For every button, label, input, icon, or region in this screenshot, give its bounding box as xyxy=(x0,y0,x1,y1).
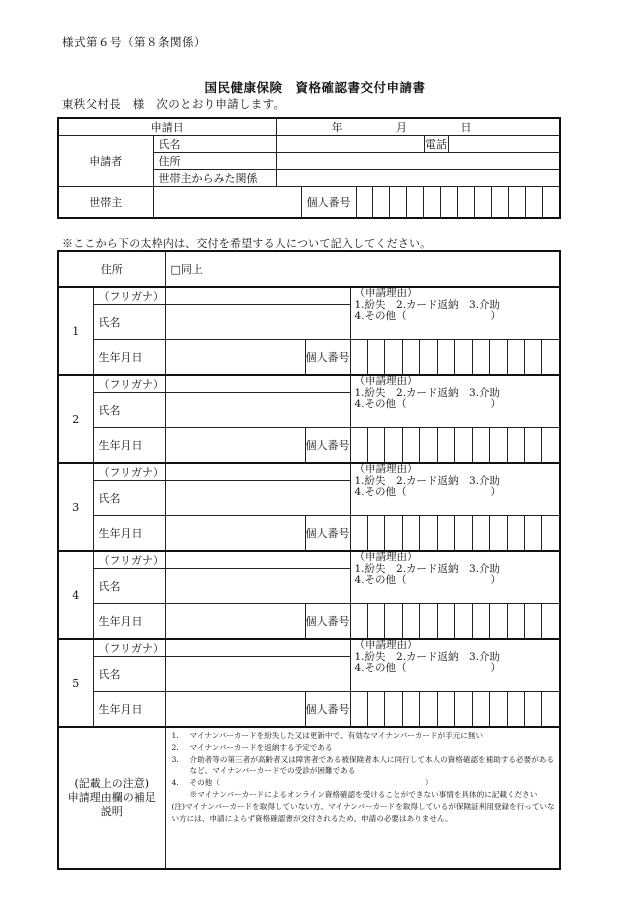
personal-number-box[interactable] xyxy=(403,340,420,374)
applicant-label: 申請者 xyxy=(58,136,153,187)
personal-number-box[interactable] xyxy=(508,428,525,462)
furigana-field[interactable] xyxy=(165,375,350,393)
personal-number-box[interactable] xyxy=(525,692,542,726)
personal-number-box[interactable] xyxy=(438,340,455,374)
furigana-field[interactable] xyxy=(165,463,350,481)
application-reason[interactable] xyxy=(350,551,560,604)
personal-number-box[interactable] xyxy=(473,340,490,374)
notes-label-line2: 申請理由欄の補足 xyxy=(67,791,156,804)
reason-options-line2: 4.その他（ ） xyxy=(354,662,502,674)
person-number: 5 xyxy=(58,639,93,727)
personal-number-box[interactable] xyxy=(508,604,525,638)
name-label: 氏名 xyxy=(93,305,165,340)
notes-label-line3: 説明 xyxy=(100,805,123,818)
phone-field[interactable] xyxy=(448,136,560,153)
application-date-field[interactable] xyxy=(276,118,560,136)
personal-number-box[interactable] xyxy=(508,340,525,374)
personal-number-box[interactable] xyxy=(455,604,472,638)
personal-number-box[interactable] xyxy=(473,428,490,462)
householder-number-boxes[interactable] xyxy=(357,187,560,217)
birthdate-label: 生年月日 xyxy=(93,340,165,376)
personal-number-box[interactable] xyxy=(420,516,437,550)
furigana-field[interactable] xyxy=(165,639,350,657)
reason-title: （申請理由） xyxy=(354,375,418,387)
personal-number-boxes xyxy=(350,604,560,640)
person-number: 2 xyxy=(58,375,93,463)
reason-title: （申請理由） xyxy=(354,639,418,651)
main-address-label: 住所 xyxy=(58,251,165,287)
furigana-label: （フリガナ） xyxy=(93,551,165,569)
relationship-label: 世帯主からみた関係 xyxy=(153,170,276,187)
recipients-table xyxy=(57,250,561,870)
personal-number-box[interactable] xyxy=(490,340,507,374)
furigana-label: （フリガナ） xyxy=(93,375,165,393)
furigana-field[interactable] xyxy=(165,551,350,569)
birthdate-field[interactable] xyxy=(165,604,305,640)
personal-number-box[interactable] xyxy=(455,516,472,550)
birthdate-label: 生年月日 xyxy=(93,516,165,552)
reason-options-line1: 1.紛失 2.カード返納 3.介助 xyxy=(354,386,501,399)
householder-number-cell xyxy=(301,187,560,219)
householder-number-box[interactable] xyxy=(441,187,458,217)
name-label: 氏名 xyxy=(153,136,276,153)
note-item xyxy=(172,730,556,742)
reason-options-line2: 4.その他（ ） xyxy=(354,310,502,322)
furigana-label: （フリガナ） xyxy=(93,287,165,305)
personal-number-box[interactable] xyxy=(403,604,420,638)
personal-number-label: 個人番号 xyxy=(305,604,350,640)
personal-number-box[interactable] xyxy=(420,692,437,726)
personal-number-box[interactable] xyxy=(490,428,507,462)
personal-number-box[interactable] xyxy=(385,340,402,374)
birthdate-field[interactable] xyxy=(165,428,305,464)
personal-number-box[interactable] xyxy=(403,692,420,726)
personal-number-box[interactable] xyxy=(490,692,507,726)
name-label: 氏名 xyxy=(93,657,165,692)
furigana-field[interactable] xyxy=(165,287,350,305)
phone-label: 電話 xyxy=(424,136,448,153)
person-number: 3 xyxy=(58,463,93,551)
name-label: 氏名 xyxy=(93,569,165,604)
note-number: 1. xyxy=(171,731,179,740)
personal-number-boxes xyxy=(350,428,560,464)
personal-number-box[interactable] xyxy=(351,692,368,726)
householder-number-box[interactable] xyxy=(390,187,407,217)
reason-options-line1: 1.紛失 2.カード返納 3.介助 xyxy=(354,562,501,575)
name-label: 氏名 xyxy=(93,481,165,516)
personal-number-box[interactable] xyxy=(542,604,558,638)
personal-number-box[interactable] xyxy=(473,516,490,550)
note-item xyxy=(172,754,556,778)
personal-number-box[interactable] xyxy=(525,516,542,550)
application-date-label: 申請日 xyxy=(58,118,276,136)
personal-number-box[interactable] xyxy=(403,428,420,462)
householder-number-box[interactable] xyxy=(357,187,374,217)
personal-number-box[interactable] xyxy=(420,604,437,638)
birthdate-field[interactable] xyxy=(165,516,305,552)
application-reason[interactable] xyxy=(350,287,560,340)
furigana-label: （フリガナ） xyxy=(93,639,165,657)
note-number: 3. xyxy=(171,754,179,764)
personal-number-box[interactable] xyxy=(490,516,507,550)
householder-number-box[interactable] xyxy=(492,187,509,217)
notes-label-line1: (記載上の注意) xyxy=(74,777,150,790)
personal-number-box[interactable] xyxy=(403,516,420,550)
personal-number-box[interactable] xyxy=(525,340,542,374)
birthdate-field[interactable] xyxy=(165,340,305,376)
personal-number-box[interactable] xyxy=(368,340,385,374)
householder-number-box[interactable] xyxy=(458,187,475,217)
reason-options-line1: 1.紛失 2.カード返納 3.介助 xyxy=(354,650,501,663)
householder-number-box[interactable] xyxy=(509,187,526,217)
address-label: 住所 xyxy=(153,153,276,170)
note-number: 4. xyxy=(171,778,179,788)
name-field[interactable] xyxy=(165,393,350,428)
notes-footnote: (注)マイナンバーカードを取得していない方、マイナンバーカードを取得しているが保険証利用登録を行っていない方には、申請によらず資格確認書が交付されるため、申請の必要はありません。 xyxy=(171,801,555,823)
note-number: 2. xyxy=(171,742,179,752)
personal-number-box[interactable] xyxy=(438,604,455,638)
personal-number-box[interactable] xyxy=(351,340,368,374)
notes-label xyxy=(58,727,165,869)
personal-number-box[interactable] xyxy=(542,516,558,550)
same-as-above-checkbox[interactable]: □同上 xyxy=(165,251,560,287)
householder-number-box[interactable] xyxy=(424,187,441,217)
householder-number-box[interactable] xyxy=(543,187,559,217)
personal-number-box[interactable] xyxy=(473,692,490,726)
personal-number-box[interactable] xyxy=(438,516,455,550)
personal-number-box[interactable] xyxy=(508,692,525,726)
personal-number-box[interactable] xyxy=(385,604,402,638)
personal-number-box[interactable] xyxy=(473,604,490,638)
personal-number-label: 個人番号 xyxy=(305,340,350,376)
reason-title: （申請理由） xyxy=(354,463,418,475)
relationship-field[interactable] xyxy=(276,170,560,187)
personal-number-label: 個人番号 xyxy=(305,516,350,552)
birthdate-field[interactable] xyxy=(165,692,305,728)
year-label: 年 xyxy=(331,121,343,134)
reason-title: （申請理由） xyxy=(354,551,418,563)
reason-options-line2: 4.その他（ ） xyxy=(354,574,502,586)
householder-number-box[interactable] xyxy=(373,187,390,217)
personal-number-box[interactable] xyxy=(420,428,437,462)
personal-number-box[interactable] xyxy=(368,692,385,726)
householder-number-box[interactable] xyxy=(526,187,543,217)
name-field[interactable] xyxy=(165,305,350,340)
notes-content xyxy=(165,727,560,869)
personal-number-label: 個人番号 xyxy=(305,428,350,464)
personal-number-box[interactable] xyxy=(351,428,368,462)
personal-number-box[interactable] xyxy=(455,692,472,726)
instruction-note: ※ここから下の太枠内は、交付を希望する人について記入してください。 xyxy=(62,237,432,250)
note-text: マイナンバーカードを返納する予定である xyxy=(189,742,333,752)
reason-options-line1: 1.紛失 2.カード返納 3.介助 xyxy=(354,298,501,311)
person-number: 1 xyxy=(58,287,93,375)
note-item xyxy=(172,777,556,789)
personal-number-box[interactable] xyxy=(368,428,385,462)
personal-number-box[interactable] xyxy=(368,604,385,638)
name-label: 氏名 xyxy=(93,393,165,428)
personal-number-boxes xyxy=(350,516,560,552)
personal-number-label: 個人番号 xyxy=(305,692,350,728)
personal-number-label: 個人番号 xyxy=(302,187,357,217)
furigana-label: （フリガナ） xyxy=(93,463,165,481)
note-text: ※マイナンバーカードによるオンライン資格確認を受けることができない事情を具体的に記載ください xyxy=(189,789,538,799)
application-reason[interactable] xyxy=(350,463,560,516)
note-text: マイナンバーカードを紛失した又は更新中で、有効なマイナンバーカードが手元に無い xyxy=(189,731,484,740)
birthdate-label: 生年月日 xyxy=(93,428,165,464)
personal-number-box[interactable] xyxy=(542,428,558,462)
applicant-address-field[interactable] xyxy=(276,153,560,170)
applicant-table xyxy=(57,117,561,219)
birthdate-label: 生年月日 xyxy=(93,604,165,640)
personal-number-box[interactable] xyxy=(455,428,472,462)
day-label: 日 xyxy=(460,121,472,134)
name-field[interactable] xyxy=(165,569,350,604)
reason-options-line2: 4.その他（ ） xyxy=(354,486,502,498)
personal-number-box[interactable] xyxy=(385,516,402,550)
personal-number-box[interactable] xyxy=(438,428,455,462)
name-field[interactable] xyxy=(165,481,350,516)
personal-number-box[interactable] xyxy=(542,340,558,374)
personal-number-box[interactable] xyxy=(455,340,472,374)
note-text: 介助者等の第三者が高齢者又は障害者である被保険者本人に同行して本人の資格確認を補助する必要があるなど、マイナンバーカードでの受診が困難である xyxy=(189,754,554,776)
householder-label: 世帯主 xyxy=(58,187,153,219)
application-reason[interactable] xyxy=(350,639,560,692)
personal-number-box[interactable] xyxy=(542,692,558,726)
householder-number-box[interactable] xyxy=(475,187,492,217)
personal-number-box[interactable] xyxy=(490,604,507,638)
note-number xyxy=(172,789,190,801)
personal-number-box[interactable] xyxy=(385,692,402,726)
personal-number-box[interactable] xyxy=(508,516,525,550)
birthdate-label: 生年月日 xyxy=(93,692,165,728)
note-text: その他（ ） xyxy=(189,778,433,788)
reason-options-line2: 4.その他（ ） xyxy=(354,398,502,410)
personal-number-box[interactable] xyxy=(368,516,385,550)
reason-options-line1: 1.紛失 2.カード返納 3.介助 xyxy=(354,474,501,487)
personal-number-box[interactable] xyxy=(525,428,542,462)
person-number: 4 xyxy=(58,551,93,639)
personal-number-boxes xyxy=(350,340,560,376)
application-reason[interactable] xyxy=(350,375,560,428)
personal-number-boxes xyxy=(350,692,560,728)
personal-number-box[interactable] xyxy=(385,428,402,462)
applicant-name-field[interactable] xyxy=(276,136,424,153)
householder-name-field[interactable] xyxy=(153,187,301,219)
name-field[interactable] xyxy=(165,657,350,692)
personal-number-box[interactable] xyxy=(438,692,455,726)
page-title: 国民健康保険 資格確認書交付申請書 xyxy=(204,80,426,95)
note-item xyxy=(172,789,556,801)
personal-number-box[interactable] xyxy=(351,516,368,550)
personal-number-box[interactable] xyxy=(525,604,542,638)
month-label: 月 xyxy=(396,121,407,134)
note-item xyxy=(172,742,556,754)
personal-number-box[interactable] xyxy=(420,340,437,374)
reason-title: （申請理由） xyxy=(354,287,418,299)
personal-number-box[interactable] xyxy=(351,604,368,638)
addressee: 東秩父村長 様 次のとおり申請します。 xyxy=(62,97,286,111)
householder-number-box[interactable] xyxy=(407,187,424,217)
form-number: 様式第６号（第８条関係） xyxy=(62,35,206,49)
